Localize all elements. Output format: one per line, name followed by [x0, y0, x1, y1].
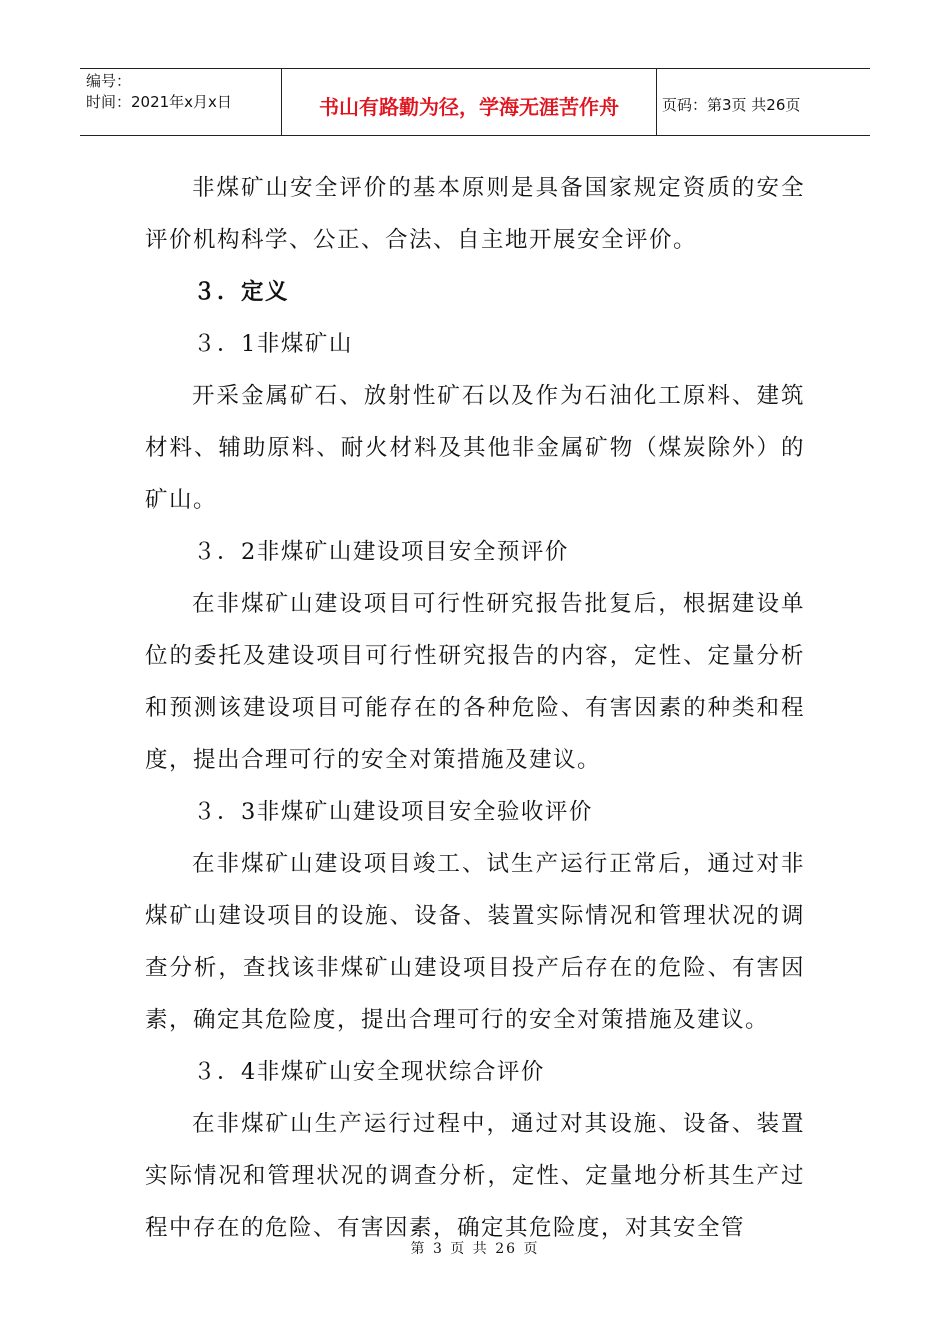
document-body — [145, 162, 805, 1254]
subsection-heading-3-4: ３．4非煤矿山安全现状综合评价 — [193, 1059, 545, 1085]
page-header — [80, 68, 870, 136]
subsection-heading-3-1: ３．1非煤矿山 — [193, 331, 353, 357]
paragraph-principle: 非煤矿山安全评价的基本原则是具备国家规定资质的安全评价机构科学、公正、合法、自主地开展安全评价。 — [145, 175, 805, 253]
document-number-label: 编号： — [86, 72, 132, 90]
paragraph-3-2: 在非煤矿山建设项目可行性研究报告批复后，根据建设单位的委托及建设项目可行性研究报告的内容，定性、定量分析和预测该建设项目可能存在的各种危险、有害因素的种类和程度，提出合理可行的安全对策措施及建议。 — [145, 591, 805, 773]
header-motto: 书山有路勤为径，学海无涯苦作舟 — [282, 69, 657, 135]
paragraph-3-4: 在非煤矿山生产运行过程中，通过对其设施、设备、装置实际情况和管理状况的调查分析，定性、定量地分析其生产过程中存在的危险、有害因素，确定其危险度，对其安全管 — [145, 1111, 805, 1241]
subsection-heading-3-3: ３．3非煤矿山建设项目安全验收评价 — [193, 799, 593, 825]
section-heading-definitions: ３．定义 — [193, 279, 290, 305]
subsection-heading-3-2: ３．2非煤矿山建设项目安全预评价 — [193, 539, 569, 565]
page-footer: 第 3 页 共 26 页 — [410, 1241, 540, 1257]
paragraph-3-1: 开采金属矿石、放射性矿石以及作为石油化工原料、建筑材料、辅助原料、耐火材料及其他非金属矿物（煤炭除外）的矿山。 — [145, 383, 805, 513]
paragraph-3-3: 在非煤矿山建设项目竣工、试生产运行正常后，通过对非煤矿山建设项目的设施、设备、装置实际情况和管理状况的调查分析，查找该非煤矿山建设项目投产后存在的危险、有害因素，确定其危险度，提出合理可行的安全对策措施及建议。 — [145, 851, 805, 1033]
document-time-label: 时间：2021年x月x日 — [86, 93, 232, 111]
header-meta — [80, 69, 282, 135]
header-page-info: 页码：第3页 共26页 — [662, 95, 801, 114]
